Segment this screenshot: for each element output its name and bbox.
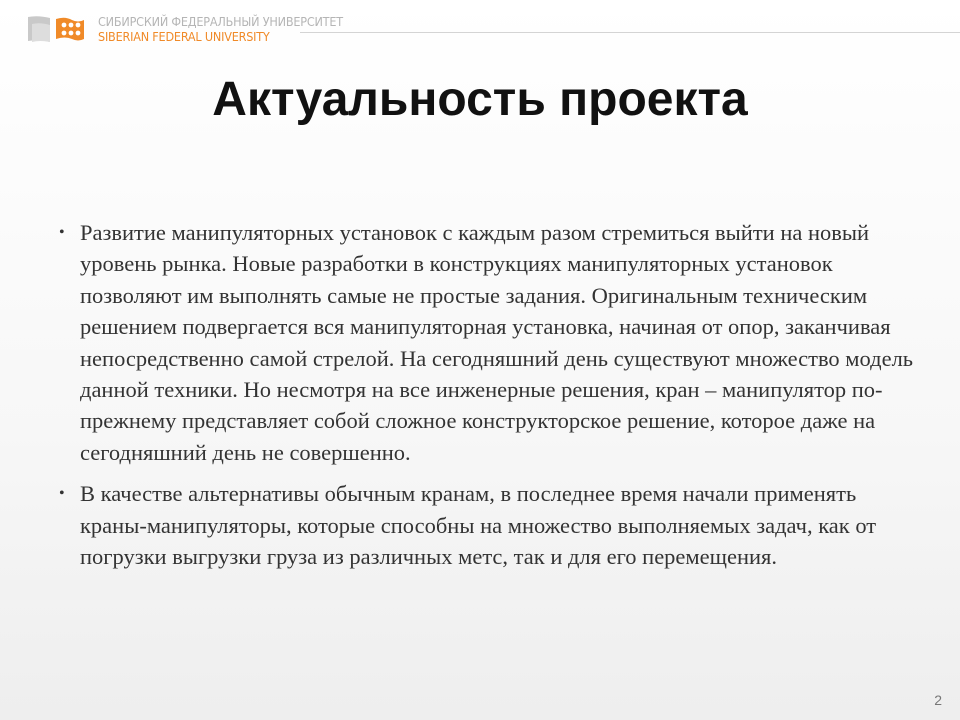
bullet-text: Развитие манипуляторных установок с каждым разом стремиться выйти на новый уровень рынка. Новые разработки в конструкциях манипуляторных установок позволяют им выполнять самые не простые задания. Оригинальным техническим решением подвергается вся манипуляторная установка, начиная от опор, заканчивая непосредственно самой стрелой. На сегодняшний день существуют множество модель данной техники. Но несмотря на все инженерные решения, кран – манипулятор по-прежнему представляет собой сложное конструкторское решение, которое даже на сегодняшний день не совершенно. (80, 220, 914, 465)
university-name (98, 14, 343, 44)
bullet-item (56, 478, 916, 572)
bullet-text: В качестве альтернативы обычным кранам, в последнее время начали применять краны-манипуляторы, которые способны на множество выполняемых задач, как от погрузки выгрузки груза из различных метс, так и для его перемещения. (80, 481, 877, 570)
slide-title: Актуальность проекта (212, 73, 748, 126)
bullet-item (56, 217, 916, 468)
header-divider (300, 32, 960, 33)
sfu-logo-icon (26, 12, 90, 46)
bullet-icon: • (59, 485, 65, 503)
university-name-en: SIBERIAN FEDERAL UNIVERSITY (98, 29, 270, 44)
bullet-icon: • (59, 224, 65, 241)
bullet-list (56, 217, 916, 582)
university-name-ru: СИБИРСКИЙ ФЕДЕРАЛЬНЫЙ УНИВЕРСИТЕТ (98, 14, 343, 29)
page-number: 2 (934, 692, 942, 708)
